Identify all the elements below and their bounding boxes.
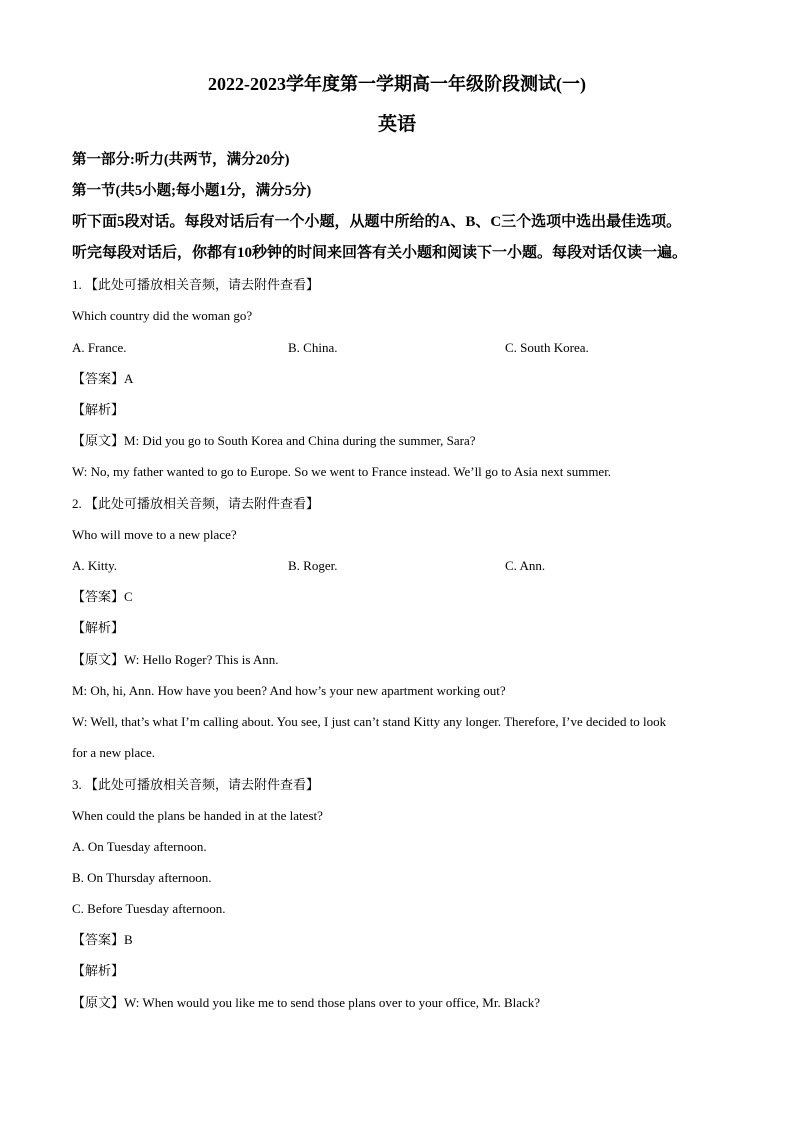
analysis-label: 【解析】 [72,963,125,978]
answer-value: B [124,932,133,947]
option-a: A. On Tuesday afternoon. [72,839,207,854]
question-number: 2. [72,496,82,511]
transcript-line [72,994,540,1012]
option-c: C. South Korea. [505,340,589,355]
option-c: C. Before Tuesday afternoon. [72,901,226,916]
question-number: 1. [72,277,82,292]
transcript-text: W: When would you like me to send those plans over to your office, Mr. Black? [124,995,541,1010]
answer-value: A [124,371,134,386]
answer-line [72,370,133,388]
answer-label: 【答案】 [72,371,125,386]
question-text: When could the plans be handed in at the latest? [72,808,323,823]
subject-title: 英语 [377,114,416,135]
transcript-line [72,432,476,450]
answer-line [72,588,133,606]
question-header [72,495,319,513]
instruction-line: 听下面5段对话。每段对话后有一个小题，从题中所给的A、B、C三个选项中选出最佳选项。 [72,214,682,230]
original-label: 【原文】 [72,652,125,667]
instruction-line: 听完每段对话后，你都有10秒钟的时间来回答有关小题和阅读下一小题。每段对话仅读一遍。 [72,245,688,261]
transcript-line [72,651,279,669]
option-b: B. China. [288,340,338,355]
option-b: B. On Thursday afternoon. [72,870,212,885]
question-text: Which country did the woman go? [72,308,253,323]
answer-label: 【答案】 [72,932,125,947]
option-b: B. Roger. [288,558,338,573]
answer-value: C [124,589,133,604]
transcript-text: M: Did you go to South Korea and China during the summer, Sara? [124,433,476,448]
question-number: 3. [72,777,82,792]
transcript-line: M: Oh, hi, Ann. How have you been? And how’s your new apartment working out? [72,683,506,698]
transcript-text: W: Hello Roger? This is Ann. [124,652,279,667]
question-header [72,776,319,794]
answer-line [72,931,133,949]
section-heading: 第一节(共5小题;每小题1分，满分5分) [72,183,312,199]
transcript-line: W: Well, that’s what I’m calling about. You see, I just can’t stand Kitty any longer. Therefore, I’ve decided to look [72,714,667,729]
option-c: C. Ann. [505,558,546,573]
option-a: A. France. [72,340,127,355]
analysis-label: 【解析】 [72,402,125,417]
original-label: 【原文】 [72,995,125,1010]
transcript-line: W: No, my father wanted to go to Europe. So we went to France instead. We’ll go to Asia next summer. [72,464,612,479]
audio-note: 【此处可播放相关音频，请去附件查看】 [85,277,320,292]
transcript-line: for a new place. [72,745,156,760]
option-a: A. Kitty. [72,558,118,573]
exam-title: 2022-2023学年度第一学期高一年级阶段测试(一) [208,74,586,94]
audio-note: 【此处可播放相关音频，请去附件查看】 [85,777,320,792]
question-header [72,276,319,294]
original-label: 【原文】 [72,433,125,448]
part-heading: 第一部分:听力(共两节，满分20分) [72,152,290,168]
answer-label: 【答案】 [72,589,125,604]
analysis-label: 【解析】 [72,620,125,635]
audio-note: 【此处可播放相关音频，请去附件查看】 [85,496,320,511]
question-text: Who will move to a new place? [72,527,237,542]
